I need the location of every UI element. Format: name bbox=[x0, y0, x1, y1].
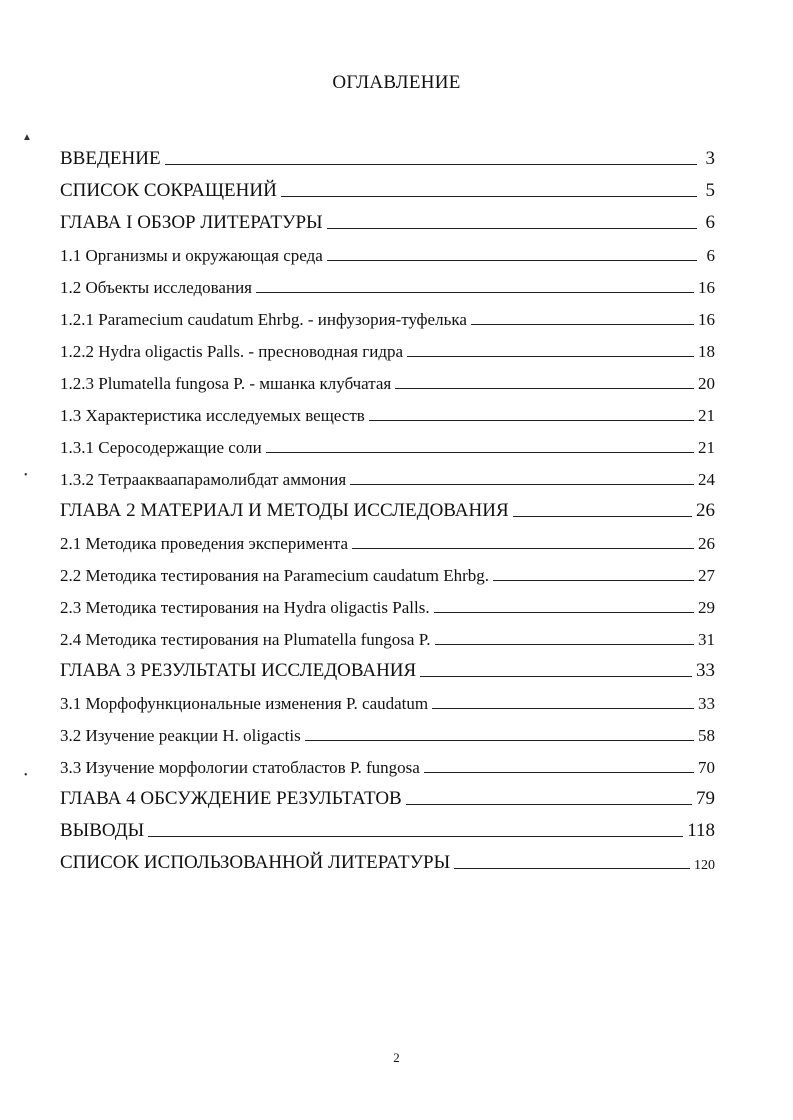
toc-entry bbox=[60, 330, 715, 362]
toc-entry bbox=[60, 394, 715, 426]
toc-entry-page: 26 bbox=[698, 534, 715, 553]
toc-leader bbox=[471, 324, 694, 325]
scan-mark: ▲ bbox=[22, 132, 32, 143]
toc-entry bbox=[60, 458, 715, 490]
toc-entry-label: СПИСОК СОКРАЩЕНИЙ bbox=[60, 180, 277, 201]
toc-entry-page: 33 bbox=[696, 660, 715, 681]
toc-entry-label: ГЛАВА 2 МАТЕРИАЛ И МЕТОДЫ ИССЛЕДОВАНИЯ bbox=[60, 500, 509, 521]
toc-entry-label: 3.1 Морфофункциональные изменения P. caudatum bbox=[60, 694, 429, 713]
toc-entry-page: 21 bbox=[698, 438, 715, 457]
toc-entry-label: 1.3.1 Серосодержащие соли bbox=[60, 438, 262, 457]
toc-entry-label: 1.2.1 Paramecium caudatum Ehrbg. - инфузория-туфелька bbox=[60, 310, 467, 329]
toc-leader bbox=[424, 772, 694, 773]
toc-entry bbox=[60, 554, 715, 586]
toc-entry-page: 21 bbox=[698, 406, 715, 425]
toc-entry bbox=[60, 778, 715, 810]
toc-entry-page: 70 bbox=[698, 758, 715, 777]
toc-entry-label: 1.1 Организмы и окружающая среда bbox=[60, 246, 323, 265]
toc-leader bbox=[266, 452, 694, 453]
toc-leader bbox=[513, 516, 692, 517]
toc-entry-page: 16 bbox=[698, 310, 715, 329]
toc-leader bbox=[432, 708, 694, 709]
toc-leader bbox=[454, 868, 690, 869]
toc-entry-page: 31 bbox=[698, 630, 715, 649]
toc-entry bbox=[60, 234, 715, 266]
toc-entry bbox=[60, 362, 715, 394]
toc-entry bbox=[60, 426, 715, 458]
toc-entry bbox=[60, 138, 715, 170]
toc-entry-page: 16 bbox=[698, 278, 715, 297]
toc-leader bbox=[352, 548, 694, 549]
toc-entry-label: 1.2.2 Hydra oligactis Palls. - пресноводная гидра bbox=[60, 342, 404, 361]
toc-entry-label: ВЫВОДЫ bbox=[60, 820, 145, 841]
toc-entry bbox=[60, 746, 715, 778]
toc-entry-label: 1.3.2 Тетраакваапарамолибдат аммония bbox=[60, 470, 347, 489]
toc-entry-label: СПИСОК ИСПОЛЬЗОВАННОЙ ЛИТЕРАТУРЫ bbox=[60, 852, 451, 873]
toc-leader bbox=[305, 740, 694, 741]
toc-leader bbox=[165, 164, 697, 165]
toc-entry-page: 18 bbox=[698, 342, 715, 361]
toc-entry bbox=[60, 682, 715, 714]
toc-leader bbox=[256, 292, 694, 293]
toc-entry-label: ГЛАВА 3 РЕЗУЛЬТАТЫ ИССЛЕДОВАНИЯ bbox=[60, 660, 417, 681]
page-number: 2 bbox=[393, 1050, 400, 1065]
toc-entry-page: 6 bbox=[705, 212, 715, 233]
scan-mark: • bbox=[24, 770, 28, 781]
toc-leader bbox=[406, 804, 692, 805]
toc-entry bbox=[60, 202, 715, 234]
toc-leader bbox=[407, 356, 694, 357]
toc-leader bbox=[327, 260, 697, 261]
toc-entry-page: 79 bbox=[696, 788, 715, 809]
toc-entry-label: 3.2 Изучение реакции H. oligactis bbox=[60, 726, 301, 745]
toc-entry-label: ГЛАВА I ОБЗОР ЛИТЕРАТУРЫ bbox=[60, 212, 323, 233]
toc-leader bbox=[148, 836, 683, 837]
toc-entry bbox=[60, 714, 715, 746]
scan-mark: • bbox=[24, 470, 28, 481]
toc-entry-label: 2.1 Методика проведения эксперимента bbox=[60, 534, 349, 553]
toc-entry-label: 2.4 Методика тестирования на Plumatella fungosa P. bbox=[60, 630, 431, 649]
toc-entry-label: ГЛАВА 4 ОБСУЖДЕНИЕ РЕЗУЛЬТАТОВ bbox=[60, 788, 402, 809]
toc-leader bbox=[435, 644, 694, 645]
toc-entry-label: 3.3 Изучение морфологии статобластов P. fungosa bbox=[60, 758, 420, 777]
toc-leader bbox=[327, 228, 697, 229]
toc-entry-label: 1.2.3 Plumatella fungosa P. - мшанка клубчатая bbox=[60, 374, 392, 393]
toc-entry-page: 3 bbox=[705, 148, 715, 169]
toc-entry-page: 29 bbox=[698, 598, 715, 617]
toc-entry bbox=[60, 170, 715, 202]
toc-entry bbox=[60, 810, 715, 842]
toc-entry-page: 5 bbox=[705, 180, 715, 201]
toc-entry-label: 2.2 Методика тестирования на Paramecium caudatum Ehrbg. bbox=[60, 566, 490, 585]
toc-entry bbox=[60, 618, 715, 650]
toc-entry bbox=[60, 650, 715, 682]
toc-leader bbox=[281, 196, 697, 197]
toc-entry-page: 58 bbox=[698, 726, 715, 745]
table-of-contents bbox=[60, 138, 715, 874]
toc-entry-label: 1.3 Характеристика исследуемых веществ bbox=[60, 406, 365, 425]
toc-entry-page: 27 bbox=[698, 566, 715, 585]
toc-leader bbox=[395, 388, 694, 389]
toc-leader bbox=[493, 580, 694, 581]
toc-entry bbox=[60, 522, 715, 554]
toc-leader bbox=[420, 676, 692, 677]
toc-entry-page: 33 bbox=[698, 694, 715, 713]
toc-entry bbox=[60, 298, 715, 330]
toc-entry-label: 2.3 Методика тестирования на Hydra oligactis Palls. bbox=[60, 598, 430, 617]
toc-entry-page: 24 bbox=[698, 470, 715, 489]
toc-entry-label: 1.2 Объекты исследования bbox=[60, 278, 252, 297]
toc-entry-page: 20 bbox=[698, 374, 715, 393]
toc-entry-page: 120 bbox=[694, 858, 715, 873]
toc-entry bbox=[60, 490, 715, 522]
toc-entry-page: 26 bbox=[696, 500, 715, 521]
toc-entry bbox=[60, 842, 715, 874]
toc-entry-page: 6 bbox=[706, 246, 715, 265]
toc-leader bbox=[369, 420, 694, 421]
toc-entry-label: ВВЕДЕНИЕ bbox=[60, 148, 161, 169]
toc-entry-page: 118 bbox=[687, 820, 715, 841]
toc-entry bbox=[60, 266, 715, 298]
toc-entry bbox=[60, 586, 715, 618]
toc-leader bbox=[350, 484, 694, 485]
toc-leader bbox=[434, 612, 694, 613]
page-title: ОГЛАВЛЕНИЕ bbox=[332, 72, 461, 93]
